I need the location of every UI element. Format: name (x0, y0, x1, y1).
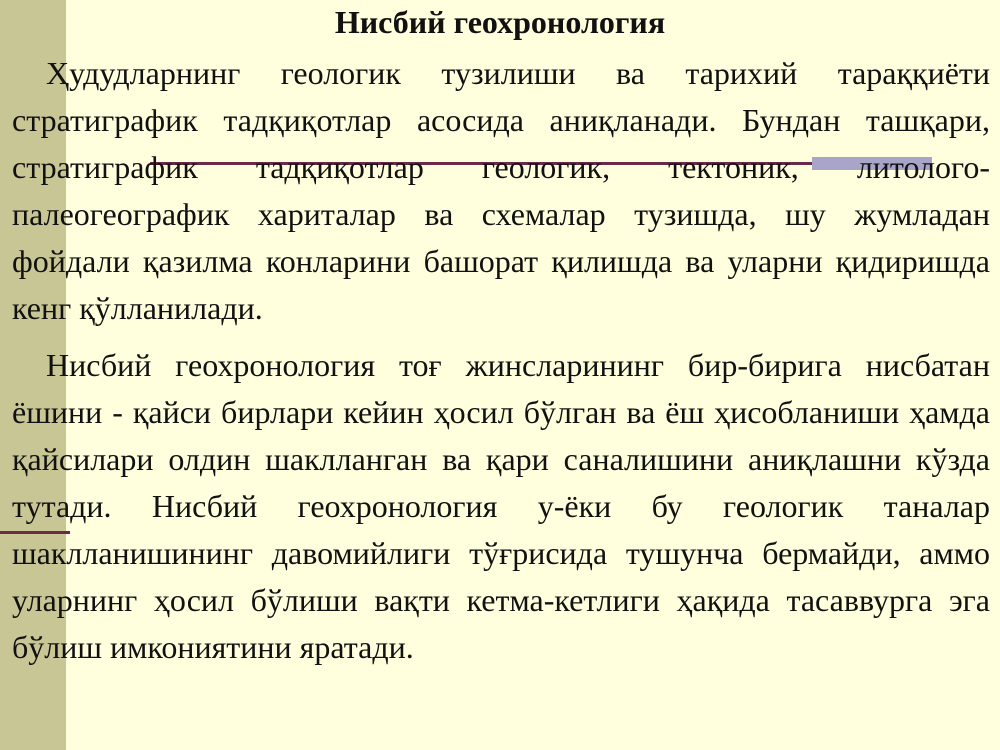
slide-body (12, 50, 990, 681)
paragraph-1: Ҳудудларнинг геологик тузилиши ва тарихий тараққиёти стратиграфик тадқиқотлар асосида аниқланади. Бундан ташқари, стратиграфик тадқиқотлар геологик, тектоник, литолого-палеогеографик хариталар ва схемалар тузишда, шу жумладан фойдали қазилма конларини башорат қилишда ва уларни қидиришда кенг қўлланилади. (12, 55, 990, 326)
paragraph-2: Нисбий геохронология тоғ жинсларининг бир-бирига нисбатан ёшини - қайси бирлари кейин ҳосил бўлган ва ёш ҳисобланиши ҳамда қайсилари олдин шаклланган ва қари саналишини аниқлашни кўзда тутади. Нисбий геохронология у-ёки бу геологик таналар шаклланишининг давомийлиги тўғрисида тушунча бермайди, аммо уларнинг ҳосил бўлиши вақти кетма-кетлиги ҳақида тасаввурга эга бўлиш имкониятини яратади. (12, 347, 990, 665)
slide-title: Нисбий геохронология (334, 4, 666, 40)
